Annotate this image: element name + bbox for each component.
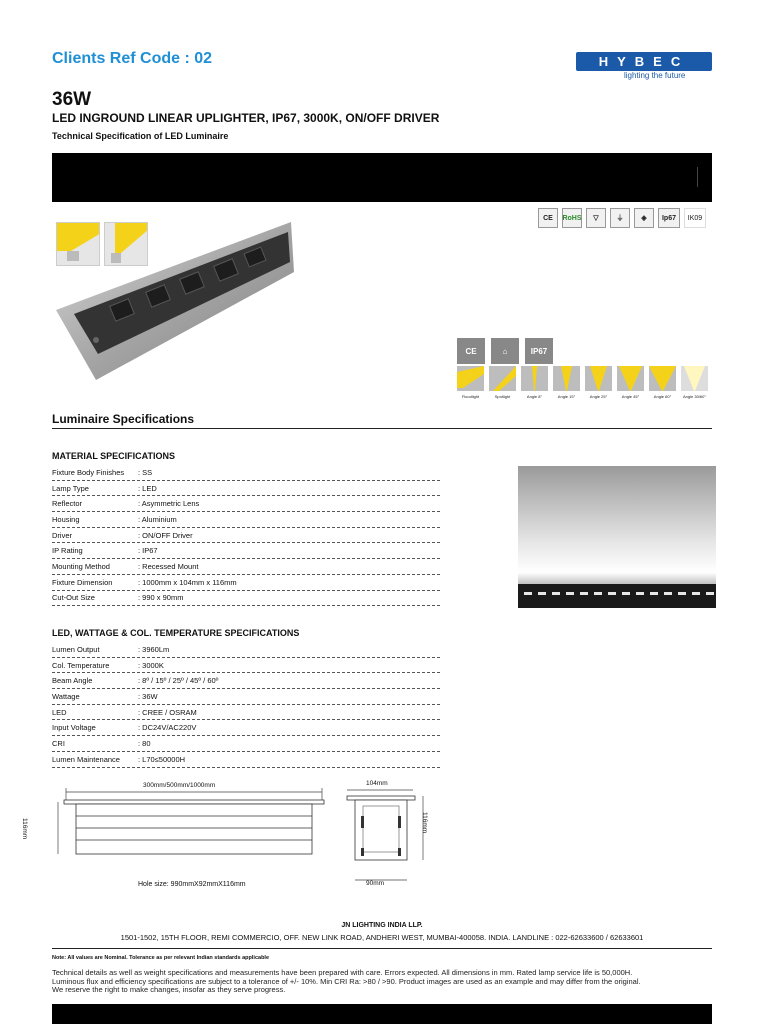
ce-large-icon: CE <box>457 338 485 364</box>
spec-row: Lumen Maintenance : L70≤50000H <box>52 752 440 768</box>
section-title: Luminaire Specifications <box>52 412 195 426</box>
led-heading: LED, WATTAGE & COL. TEMPERATURE SPECIFICATIONS <box>52 628 300 638</box>
base-dimension-label: 90mm <box>366 880 385 887</box>
home-icon: ⌂ <box>491 338 519 364</box>
nominal-note: Note: All values are Nominal. Tolerance as per relevant Indian standards applicable <box>52 955 270 961</box>
beam-25: Angle 25° <box>585 366 612 399</box>
ik09-icon: IK09 <box>684 208 706 228</box>
spec-row: IP Rating : IP67 <box>52 543 440 559</box>
logo-tagline: lighting the future <box>624 71 686 80</box>
hole-size-label: Hole size: 990mmX92mmX116mm <box>138 881 246 888</box>
footer-divider <box>52 948 712 949</box>
spec-row: Lamp Type : LED <box>52 481 440 497</box>
product-title: LED INGROUND LINEAR UPLIGHTER, IP67, 3000K, ON/OFF DRIVER <box>52 111 440 125</box>
spec-row: Input Voltage : DC24V/AC220V <box>52 720 440 736</box>
earth-icon: ⏚ <box>610 208 630 228</box>
disclaimer-line: Technical details as well as weight specifications and measurements have been prepared with care. Errors expected. All dimensions in mm. Rated lamp service life is 50,000H. <box>52 968 633 977</box>
spec-row: Lumen Output : 3960Lm <box>52 642 440 658</box>
beam-8: Angle 8° <box>521 366 548 399</box>
width-dimension-label: 104mm <box>366 780 388 787</box>
company-name: JN LIGHTING INDIA LLP. <box>341 922 423 929</box>
spec-subtitle: Technical Specification of LED Luminaire <box>52 131 229 141</box>
ce-icon: CE <box>538 208 558 228</box>
disclaimer-line: We reserve the right to make changes, insofar as they serve progress. <box>52 985 286 995</box>
beam-15: Angle 15° <box>553 366 580 399</box>
spec-row: CRI : 80 <box>52 736 440 752</box>
hybec-logo <box>576 52 712 82</box>
beam-spotlight: Spotlight <box>489 366 516 399</box>
material-heading: MATERIAL SPECIFICATIONS <box>52 451 176 461</box>
class-icon: ▽ <box>586 208 606 228</box>
clients-ref-code: Clients Ref Code : 02 <box>52 50 213 67</box>
logo-text: HYBEC <box>598 54 690 69</box>
spec-row: Reflector : Asymmetric Lens <box>52 496 440 512</box>
certification-strip <box>538 208 706 230</box>
end-height-label: 116mm <box>421 812 428 834</box>
spec-row: Mounting Method : Recessed Mount <box>52 559 440 575</box>
spec-row: Wattage : 36W <box>52 689 440 705</box>
material-spec-table <box>52 465 440 606</box>
beam-45: Angle 45° <box>617 366 644 399</box>
disclaimer-line: Luminous flux and efficiency specifications are subject to a tolerance of +/- 10%. Min CRI Ra: >80 / >90. Product images are used as an example and may differ from the original. <box>52 976 641 986</box>
beam-30-60: Angle 30/60° <box>681 366 708 399</box>
length-dimension-label: 300mm/500mm/1000mm <box>143 782 216 789</box>
led-spec-table <box>52 642 440 768</box>
end-view-drawing <box>343 776 443 896</box>
beam-60: Angle 60° <box>649 366 676 399</box>
footer-black-bar <box>52 1004 712 1024</box>
product-photo <box>56 222 294 380</box>
spec-row: Fixture Body Finishes : SS <box>52 465 440 481</box>
wattage-heading: 36W <box>52 89 92 110</box>
spec-row: LED : CREE / OSRAM <box>52 705 440 721</box>
ip67-large-icon: IP67 <box>525 338 553 364</box>
company-address: 1501-1502, 15TH FLOOR, REMI COMMERCIO, OFF. NEW LINK ROAD, ANDHERI WEST, MUMBAI-400058. INDIA. LANDLINE : 022-62633600 / 62633601 <box>120 933 644 942</box>
spec-row: Cut-Out Size : 990 x 90mm <box>52 591 440 607</box>
large-cert-icons <box>457 338 553 364</box>
insulation-icon: ◈ <box>634 208 654 228</box>
beam-floodlight: Floodlight <box>457 366 484 399</box>
lighting-effect-photo <box>518 466 716 608</box>
spec-row: Driver : ON/OFF Driver <box>52 528 440 544</box>
beam-angle-icons <box>457 366 708 399</box>
rohs-icon: RoHS <box>562 208 582 228</box>
ip67-icon: Ip67 <box>658 208 680 228</box>
spec-row: Col. Temperature : 3000K <box>52 658 440 674</box>
header-black-bar <box>52 153 712 202</box>
disclaimer <box>52 969 712 995</box>
spec-row: Beam Angle : 8º / 15º / 25º / 45º / 60º <box>52 673 440 689</box>
height-dimension-label: 116mm <box>21 818 28 840</box>
spec-row: Housing : Aluminium <box>52 512 440 528</box>
luminaire-spec-header <box>52 410 712 429</box>
spec-row: Fixture Dimension : 1000mm x 104mm x 116mm <box>52 575 440 591</box>
